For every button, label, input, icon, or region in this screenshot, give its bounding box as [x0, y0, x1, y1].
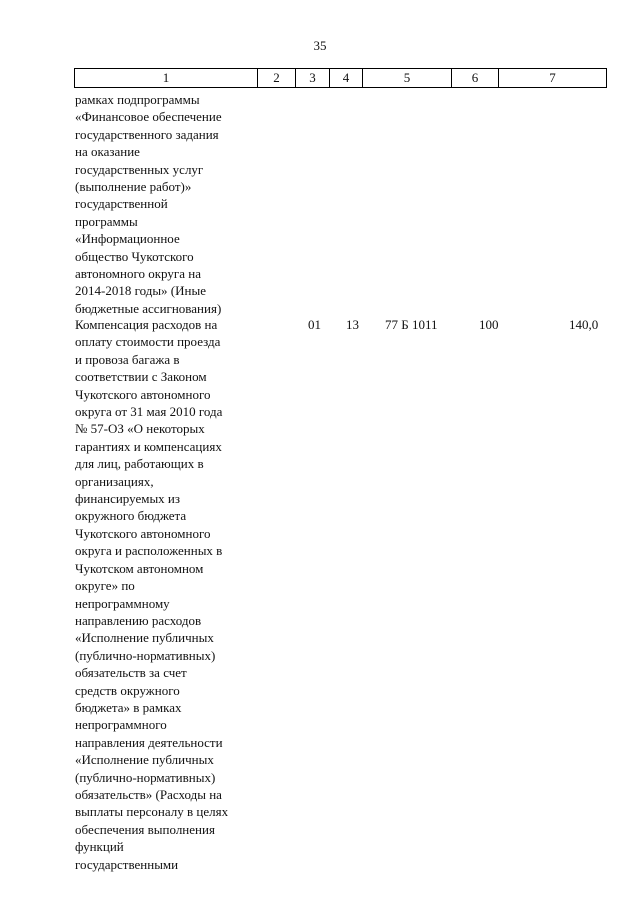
- header-col-4: 4: [330, 69, 363, 88]
- row-2-target-article: 77 Б 1011: [385, 317, 438, 332]
- column-header-table: [74, 68, 607, 88]
- page-number: 35: [313, 38, 327, 53]
- row-2-description: Компенсация расходов на оплату стоимости проезда и провоза багажа в соответствии с Законом Чукотского автономного округа от 31 мая 2010 года № 57-ОЗ «О некоторых гарантиях и компенсациях для лиц, работающих в организациях, финансируемых из окружного бюджета Чукотского автономного округа и расположенных в Чукотском автономном округе» по непрограммному направлению расходов «Исполнение публичных (публично-нормативных) обязательств за счет средств окружного бюджета» в рамках непрограммного направления деятельности «Исполнение публичных (публично-нормативных) обязательств» (Расходы на выплаты персоналу в целях обеспечения выполнения функций государственными: [75, 317, 229, 872]
- header-col-2: 2: [258, 69, 296, 88]
- header-col-6: 6: [452, 69, 499, 88]
- header-row: [75, 69, 607, 88]
- header-col-3: 3: [296, 69, 330, 88]
- row-2-amount: 140,0: [569, 317, 599, 332]
- row-2-subsection: 13: [346, 317, 359, 332]
- header-col-1: 1: [75, 69, 258, 88]
- row-2-section: 01: [308, 317, 321, 332]
- row-2-expense-type: 100: [479, 317, 499, 332]
- header-col-7: 7: [499, 69, 607, 88]
- header-col-5: 5: [363, 69, 452, 88]
- row-1-description: рамках подпрограммы «Финансовое обеспечение государственного задания на оказание государственных услуг (выполнение работ)» государственной программы «Информационное общество Чукотского автономного округа на 2014-2018 годы» (Иные бюджетные ассигнования): [75, 92, 222, 316]
